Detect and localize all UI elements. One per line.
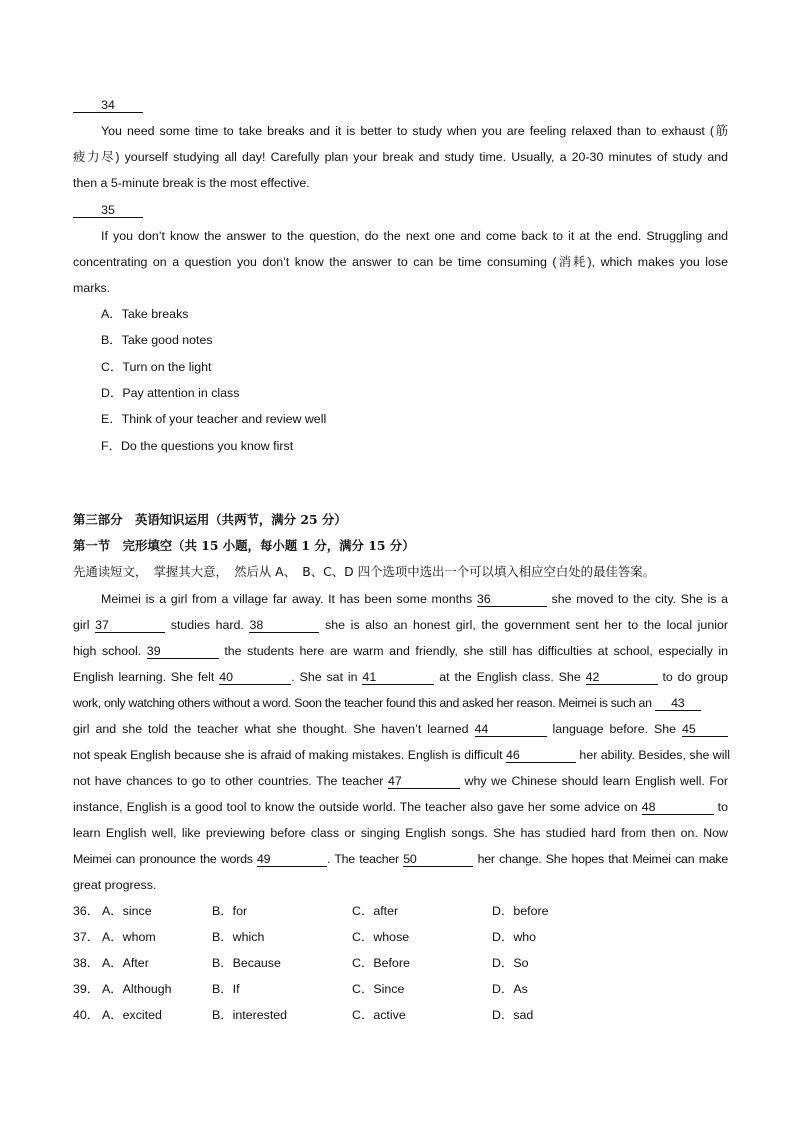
- blank-38: 38: [249, 618, 319, 633]
- blank-45: 45: [682, 722, 728, 737]
- choice-d: D．who: [492, 930, 537, 944]
- passage-line-11: [73, 851, 728, 867]
- passage-text: work, only watching others without a word. Soon the teacher found this and asked her reason. Meimei is such an: [73, 696, 655, 710]
- choice-b: B．Because: [212, 956, 281, 970]
- passage-text: at the English class. She: [434, 670, 586, 684]
- passage-line-4: [73, 669, 728, 685]
- blank-50: 50: [403, 852, 473, 867]
- choice-a: A．excited: [102, 1008, 162, 1022]
- choice-c: C．Since: [352, 982, 405, 996]
- answer-line-35: [73, 202, 728, 218]
- blank-37: 37: [95, 618, 165, 633]
- choice-b: B．which: [212, 930, 265, 944]
- passage-text: not speak English because she is afraid of making mistakes. English is difficult: [73, 748, 506, 762]
- passage-text: Meimei is a girl from a village far away. It has been some months: [101, 592, 477, 606]
- option-a: A．Take breaks: [101, 307, 189, 321]
- choice-d: D．So: [492, 956, 529, 970]
- option-c: C．Turn on the light: [101, 360, 212, 374]
- option-d: D．Pay attention in class: [101, 386, 240, 400]
- question-number: 40．: [73, 1008, 100, 1022]
- blank-42: 42: [586, 670, 658, 685]
- passage-text: the students here are warm and friendly, she still has difficulties at school, especially in: [218, 644, 728, 658]
- question-number: 37．: [73, 930, 100, 944]
- blank-47: 47: [388, 774, 460, 789]
- choice-d: D．before: [492, 904, 549, 918]
- passage-text: not have chances to go to other countries. The teacher: [73, 774, 388, 788]
- passage-text: to do group: [657, 670, 729, 684]
- passage-text: high school.: [73, 644, 147, 658]
- passage-line-8: [73, 773, 728, 789]
- choice-c: C．active: [352, 1008, 406, 1022]
- passage-text: instance, English is a good tool to know the outside world. The teacher also gave her some advice on: [73, 800, 642, 814]
- passage-text: why we Chinese should learn English well. For: [459, 774, 728, 788]
- passage-text: girl and she told the teacher what she thought. She haven’t learned: [73, 722, 475, 736]
- passage-text: she is also an honest girl, the government sent her to the local junior: [319, 618, 728, 632]
- blank-36: 36: [477, 592, 547, 607]
- question-number: 38．: [73, 956, 100, 970]
- passage-text: English learning. She felt: [73, 670, 220, 684]
- blank-34: 34: [73, 98, 143, 113]
- answer-line-34: [73, 97, 728, 113]
- passage-line-6: [73, 721, 728, 737]
- passage-line-2: [73, 617, 728, 633]
- blank-41: 41: [362, 670, 434, 685]
- passage-text: her ability. Besides, she will: [575, 748, 731, 762]
- blank-48: 48: [642, 800, 714, 815]
- choice-b: B．interested: [212, 1008, 288, 1022]
- passage-line-9: [73, 799, 728, 815]
- paragraph-34-line-3: then a 5-minute break is the most effective.: [73, 176, 310, 190]
- paragraph-35-line-1: If you don’t know the answer to the question, do the next one and come back to it at the end. Struggling and: [101, 229, 728, 243]
- choice-c: C．Before: [352, 956, 410, 970]
- question-number: 39．: [73, 982, 100, 996]
- passage-text: . She sat in: [291, 670, 363, 684]
- passage-text: language before. She: [546, 722, 682, 736]
- choice-d: D．As: [492, 982, 528, 996]
- passage-text: studies hard.: [165, 618, 250, 632]
- passage-line-1: [101, 591, 728, 607]
- section1-heading: 第一节 完形填空（共 15 小题，每小题 1 分，满分 15 分）: [73, 538, 415, 553]
- choice-a: A．After: [102, 956, 149, 970]
- blank-44: 44: [475, 722, 547, 737]
- instruction-text: 先通读短文， 掌握其大意， 然后从 A、 B、C、D 四个选项中选出一个可以填入相应空白处的最佳答案。: [73, 564, 656, 579]
- blank-35: 35: [73, 203, 143, 218]
- paragraph-35-line-3: marks.: [73, 281, 111, 295]
- choice-b: B．If: [212, 982, 240, 996]
- passage-line-10: learn English well, like previewing before class or singing English songs. She has studied hard from then on. Now: [73, 826, 728, 840]
- blank-43: 43: [655, 696, 701, 711]
- choice-a: A．since: [102, 904, 152, 918]
- passage-line-7: [73, 747, 731, 763]
- question-number: 36．: [73, 904, 100, 918]
- passage-text: girl: [73, 618, 96, 632]
- blank-39: 39: [147, 644, 219, 659]
- passage-text: to: [713, 800, 729, 814]
- choice-a: A．whom: [102, 930, 156, 944]
- blank-40: 40: [219, 670, 291, 685]
- passage-line-3: [73, 643, 728, 659]
- passage-text: Meimei can pronounce the words: [73, 852, 258, 866]
- option-f: F．Do the questions you know first: [101, 439, 294, 453]
- passage-text: she moved to the city. She is a: [546, 592, 729, 606]
- passage-line-5: [73, 695, 728, 711]
- paragraph-34-line-1: You need some time to take breaks and it is better to study when you are feeling relaxed than to exhaust (筋: [101, 124, 728, 138]
- passage-text: her change. She hopes that Meimei can make: [473, 852, 728, 866]
- choice-c: C．whose: [352, 930, 410, 944]
- blank-46: 46: [506, 748, 576, 763]
- paragraph-35-line-2: concentrating on a question you don’t know the answer to can be time consuming (消耗), which makes you lose: [73, 255, 728, 269]
- passage-text: . The teacher: [327, 852, 404, 866]
- choice-c: C．after: [352, 904, 399, 918]
- blank-49: 49: [257, 852, 327, 867]
- choice-d: D．sad: [492, 1008, 534, 1022]
- choice-a: A．Although: [102, 982, 172, 996]
- paragraph-34-line-2: 疲力尽) yourself studying all day! Carefully plan your break and study time. Usually, a 20-30 minutes of study and: [73, 150, 728, 164]
- part3-heading: 第三部分 英语知识运用（共两节，满分 25 分）: [73, 512, 347, 527]
- option-b: B．Take good notes: [101, 333, 213, 347]
- choice-b: B．for: [212, 904, 248, 918]
- passage-line-12: great progress.: [73, 878, 157, 892]
- option-e: E．Think of your teacher and review well: [101, 412, 327, 426]
